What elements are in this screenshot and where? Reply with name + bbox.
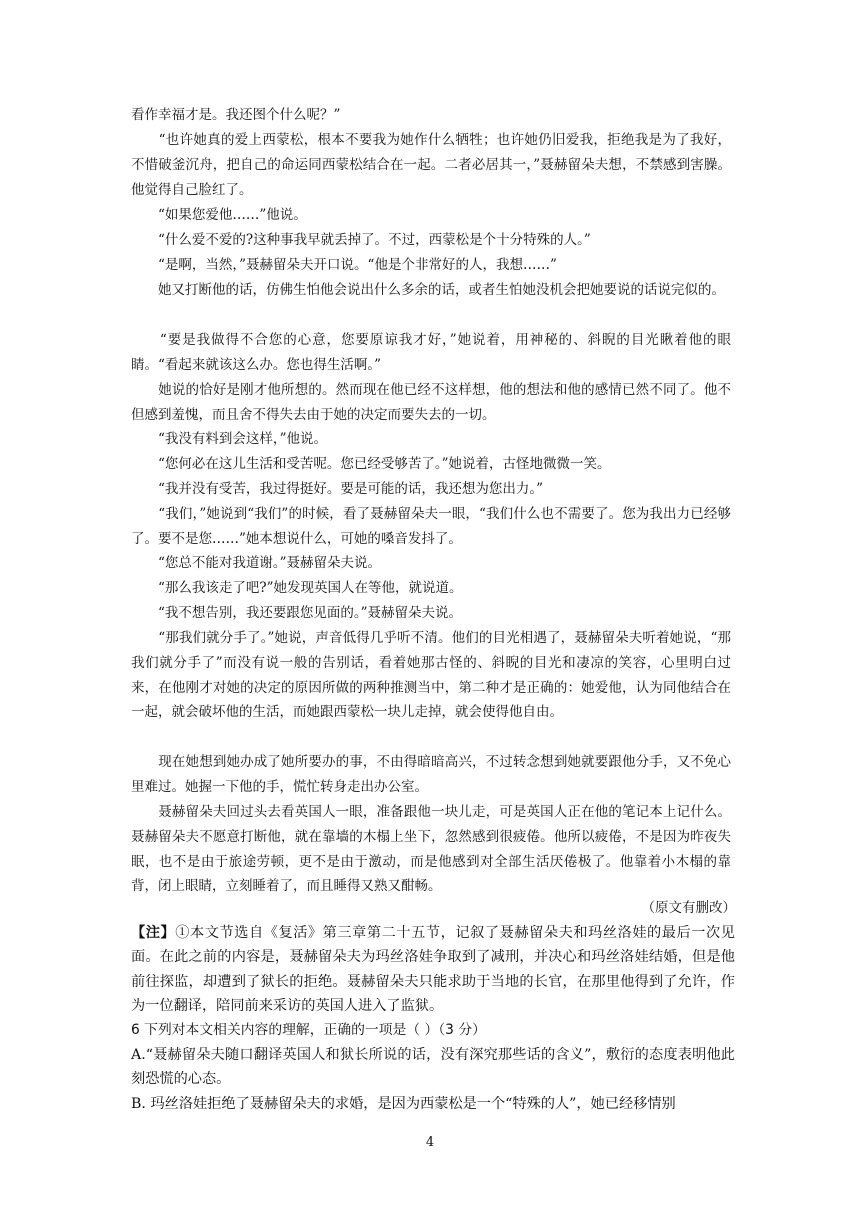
paragraph: “是啊，当然，”聂赫留朵夫开口说。“他是个非常好的人，我想……” [131,257,557,273]
paragraph: 她说的恰好是刚才他所想的。然而现在他已经不这样想，他的想法和他的感情已然不同了。他不但感到羞愧，而且舍不得失去由于她的决定而要失去的一切。 [131,382,731,423]
annotation [131,921,735,1018]
paragraph: 聂赫留朵夫回过头去看英国人一眼，准备跟他一块儿走，可是英国人正在他的笔记本上记什么。聂赫留朵夫不愿意打断他，就在靠墙的木榻上坐下，忽然感到很疲倦。他所以疲倦，不是因为昨夜失眠，也不是由于旅途劳顿，更不是由于激动，而是他感到对全部生活厌倦极了。他靠着小木榻的靠背，闭上眼睛，立刻睡着了，而且睡得又熟又酣畅。 [131,804,731,895]
paragraph: “您何必在这儿生活和受苦呢。您已经受够苦了。”她说着，古怪地微微一笑。 [131,456,611,472]
paragraph: “那我们就分手了。”她说，声音低得几乎听不清。他们的目光相遇了，聂赫留朵夫听着她说，“那我们就分手了”而没有说一般的告别话，看着她那古怪的、斜睨的目光和凄凉的笑容，心里明白过来，在他刚才对她的决定的原因所做的两种推测当中，第二种才是正确的：她爱他，认为同他结合在一起，就会破坏他的生活，而她跟西蒙松一块儿走掉，就会使得他自由。 [131,630,731,721]
paragraph: “我并没有受苦，我过得挺好。要是可能的话，我还想为您出力。” [131,481,544,497]
paragraph: 她又打断他的话，仿佛生怕他会说出什么多余的话，或者生怕她没机会把她要说的话说完似的。 [131,282,725,298]
paragraph: “您总不能对我道谢。”聂赫留朵夫说。 [131,555,382,571]
paragraph: 现在她想到她办成了她所要办的事，不由得暗暗高兴，不过转念想到她就要跟他分手，又不免心里难过。她握一下他的手，慌忙转身走出办公室。 [131,754,731,795]
annotation-label: 【注】 [131,925,176,941]
paragraph: “如果您爱他……”他说。 [131,207,307,223]
paragraph: “我没有料到会这样，”他说。 [131,431,328,447]
source-note: （原文有删改） [641,900,736,916]
paragraph: “我们，”她说到“我们”的时候，看了聂赫留朵夫一眼，“我们什么也不需要了。您为我出力已经够了。要不是您……”她本想说什么，可她的嗓音发抖了。 [131,506,731,547]
annotation-text: ①本文节选自《复活》第三章第二十五节，记叙了聂赫留朵夫和玛丝洛娃的最后一次见面。在此之前的内容是，聂赫留朵夫为玛丝洛娃争取到了减刑，并决心和玛丝洛娃结婚，但是他前往探监，却遭到了狱长的拒绝。聂赫留朵夫只能求助于当地的长官，在那里他得到了允许，作为一位翻译，陪同前来采访的英国人进入了监狱。 [131,925,735,1014]
option-a: A.“聂赫留朵夫随口翻译英国人和狱长所说的话，没有深究那些话的含义”，敷衍的态度表明他此刻恐慌的心态。 [131,1047,735,1088]
paragraph: “那么我该走了吧?”她发现英国人在等他，就说道。 [131,580,463,596]
paragraph: “也许她真的爱上西蒙松，根本不要我为她作什么牺牲；也许她仍旧爱我，拒绝我是为了我好，不惜破釜沉舟，把自己的命运同西蒙松结合在一起。二者必居其一，”聂赫留朵夫想，不禁感到害臊。他觉得自己脸红了。 [131,132,731,198]
paragraph: “什么爱不爱的?这种事我早就丢掉了。不过，西蒙松是个十分特殊的人。” [131,232,591,248]
question-stem: 6 下列对本文相关内容的理解，正确的一项是（ ）（3 分） [131,1022,486,1038]
option-b: B. 玛丝洛娃拒绝了聂赫留朵夫的求婚，是因为西蒙松是一个“特殊的人”，她已经移情别 [131,1096,676,1112]
page-number: 4 [425,1135,435,1150]
paragraph: “要是我做得不合您的心意，您要原谅我才好，”她说着，用神秘的、斜睨的目光瞅着他的眼睛。“看起来就该这么办。您也得生活啊。” [131,332,731,373]
paragraph: 看作幸福才是。我还图个什么呢？” [131,107,341,123]
paragraph: “我不想告别，我还要跟您见面的。”聂赫留朵夫说。 [131,605,463,621]
